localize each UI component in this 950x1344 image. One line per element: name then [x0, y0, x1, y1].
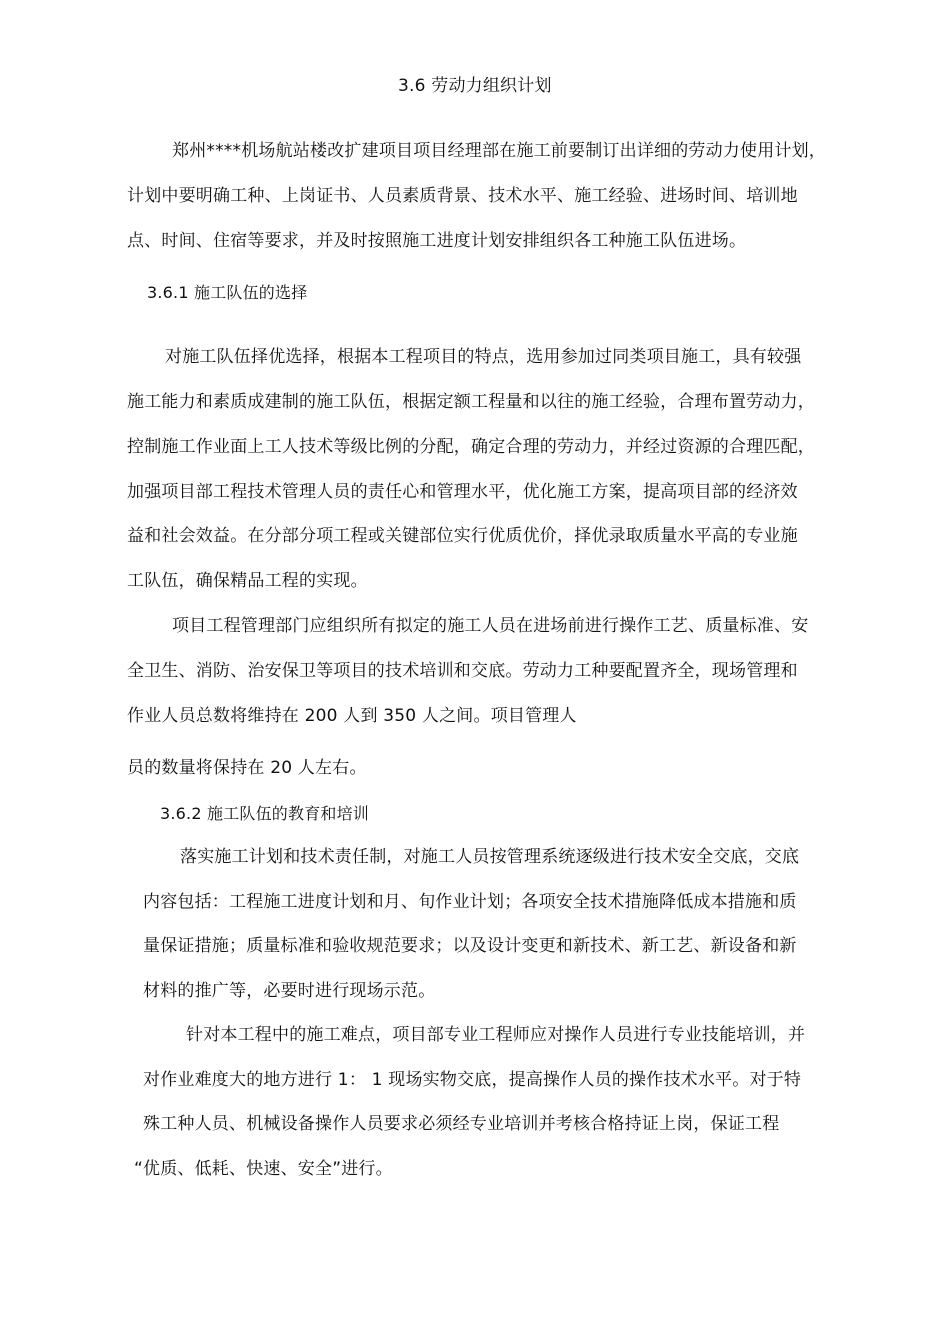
s1-p1-line-3: 控制施工作业面上工人技术等级比例的分配，确定合理的劳动力，并经过资源的合理匹配，	[127, 437, 815, 457]
s2-p1-line-4: 材料的推广等，必要时进行现场示范。	[143, 981, 436, 1001]
s2-p2-line-4: “优质、低耗、快速、安全”进行。	[134, 1159, 393, 1179]
s2-p2-line-2: 对作业难度大的地方进行 1： 1 现场实物交底，提高操作人员的操作技术水平。对于特	[143, 1070, 802, 1090]
s1-p1-line-2: 施工能力和素质成建制的施工队伍，根据定额工程量和以往的施工经验，合理布置劳动力，	[127, 392, 815, 412]
s1-p2-line-2: 全卫生、消防、治安保卫等项目的技术培训和交底。劳动力工种要配置齐全，现场管理和	[127, 661, 798, 681]
s1-p1-line-5: 益和社会效益。在分部分项工程或关键部位实行优质优价，择优录取质量水平高的专业施	[127, 526, 798, 546]
s2-p1-line-3: 量保证措施；质量标准和验收规范要求；以及设计变更和新技术、新工艺、新设备和新	[143, 936, 797, 956]
intro-line-1: 郑州****机场航站楼改扩建项目项目经理部在施工前要制订出详细的劳动力使用计划，	[172, 141, 826, 161]
page-title: 3.6 劳动力组织计划	[398, 76, 552, 96]
s2-p1-line-1: 落实施工计划和技术责任制，对施工人员按管理系统逐级进行技术安全交底，交底	[180, 847, 800, 867]
s1-p1-line-4: 加强项目部工程技术管理人员的责任心和管理水平，优化施工方案，提高项目部的经济效	[127, 482, 798, 502]
section-heading-3-6-2: 3.6.2 施工队伍的教育和培训	[160, 804, 369, 823]
s1-p2-line-4: 员的数量将保持在 20 人左右。	[127, 758, 367, 778]
section-heading-3-6-1: 3.6.1 施工队伍的选择	[147, 283, 308, 302]
s1-p1-line-1: 对施工队伍择优选择，根据本工程项目的特点，选用参加过同类项目施工，具有较强	[165, 347, 802, 367]
s1-p1-line-6: 工队伍，确保精品工程的实现。	[127, 571, 368, 591]
s2-p2-line-3: 殊工种人员、机械设备操作人员要求必须经专业培训并考核合格持证上岗，保证工程	[143, 1114, 780, 1134]
s2-p2-line-1: 针对本工程中的施工难点，项目部专业工程师应对操作人员进行专业技能培训，并	[186, 1025, 806, 1045]
intro-line-3: 点、时间、住宿等要求，并及时按照施工进度计划安排组织各工种施工队伍进场。	[127, 231, 747, 251]
s1-p2-line-1: 项目工程管理部门应组织所有拟定的施工人员在进场前进行操作工艺、质量标准、安	[172, 616, 809, 636]
intro-line-2: 计划中要明确工种、上岗证书、人员素质背景、技术水平、施工经验、进场时间、培训地	[127, 186, 798, 206]
s1-p2-line-3: 作业人员总数将维持在 200 人到 350 人之间。项目管理人	[127, 706, 577, 726]
s2-p1-line-2: 内容包括：工程施工进度计划和月、旬作业计划；各项安全技术措施降低成本措施和质	[143, 892, 797, 912]
